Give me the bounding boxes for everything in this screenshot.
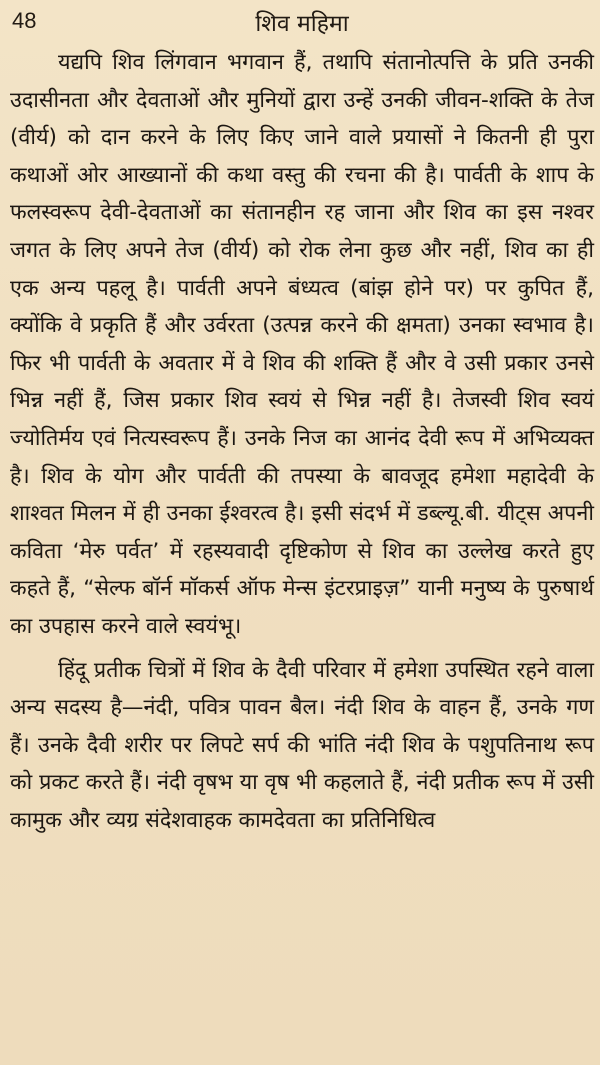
running-title: शिव महिमा (255, 11, 349, 37)
page-header (10, 6, 594, 44)
page-number: 48 (12, 8, 37, 33)
body-text (10, 44, 594, 839)
paragraph-1: यद्यपि शिव लिंगवान भगवान हैं, तथापि संतानोत्पत्ति के प्रति उनकी उदासीनता और देवताओं और मुनियों द्वारा उन्हें उनकी जीवन-शक्ति के तेज (वीर्य) को दान करने के लिए किए जाने वाले प्रयासों ने कितनी ही पुरा कथाओं ओर आख्यानों की कथा वस्तु की रचना की है। पार्वती के शाप के फलस्वरूप देवी-देवताओं का संतानहीन रह जाना और शिव का इस नश्वर जगत के लिए अपने तेज (वीर्य) को रोक लेना कुछ और नहीं, शिव का ही एक अन्य पहलू है। पार्वती अपने बंध्यत्व (बांझ होने पर) पर कुपित हैं, क्योंकि वे प्रकृति हैं और उर्वरता (उत्पन्न करने की क्षमता) उनका स्वभाव है। फिर भी पार्वती के अवतार में वे शिव की शक्ति हैं और वे उसी प्रकार उनसे भिन्न नहीं हैं, जिस प्रकार शिव स्वयं से भिन्न नहीं है। तेजस्वी शिव स्वयं ज्योतिर्मय एवं नित्यस्वरूप हैं। उनके निज का आनंद देवी रूप में अभिव्यक्त है। शिव के योग और पार्वती की तपस्या के बावजूद हमेशा महादेवी के शाश्वत मिलन में ही उनका ईश्वरत्व है। इसी संदर्भ में डब्ल्यू.बी. यीट्स अपनी कविता ‘मेरु पर्वत’ में रहस्यवादी दृष्टिकोण से शिव का उल्लेख करते हुए कहते हैं, “सेल्फ बॉर्न मॉकर्स ऑफ मेन्स इंटरप्राइज़” यानी मनुष्य के पुरुषार्थ का उपहास करने वाले स्वयंभू। (10, 50, 594, 639)
paragraph-2: हिंदू प्रतीक चित्रों में शिव के दैवी परिवार में हमेशा उपस्थित रहने वाला अन्य सदस्य है—नंदी, पवित्र पावन बैल। नंदी शिव के वाहन हैं, उनके गण हैं। उनके दैवी शरीर पर लिपटे सर्प की भांति नंदी शिव के पशुपतिनाथ रूप को प्रकट करते हैं। नंदी वृषभ या वृष भी कहलाते हैं, नंदी प्रतीक रूप में उसी कामुक और व्यग्र संदेशवाहक कामदेवता का प्रतिनिधित्व (10, 657, 594, 833)
